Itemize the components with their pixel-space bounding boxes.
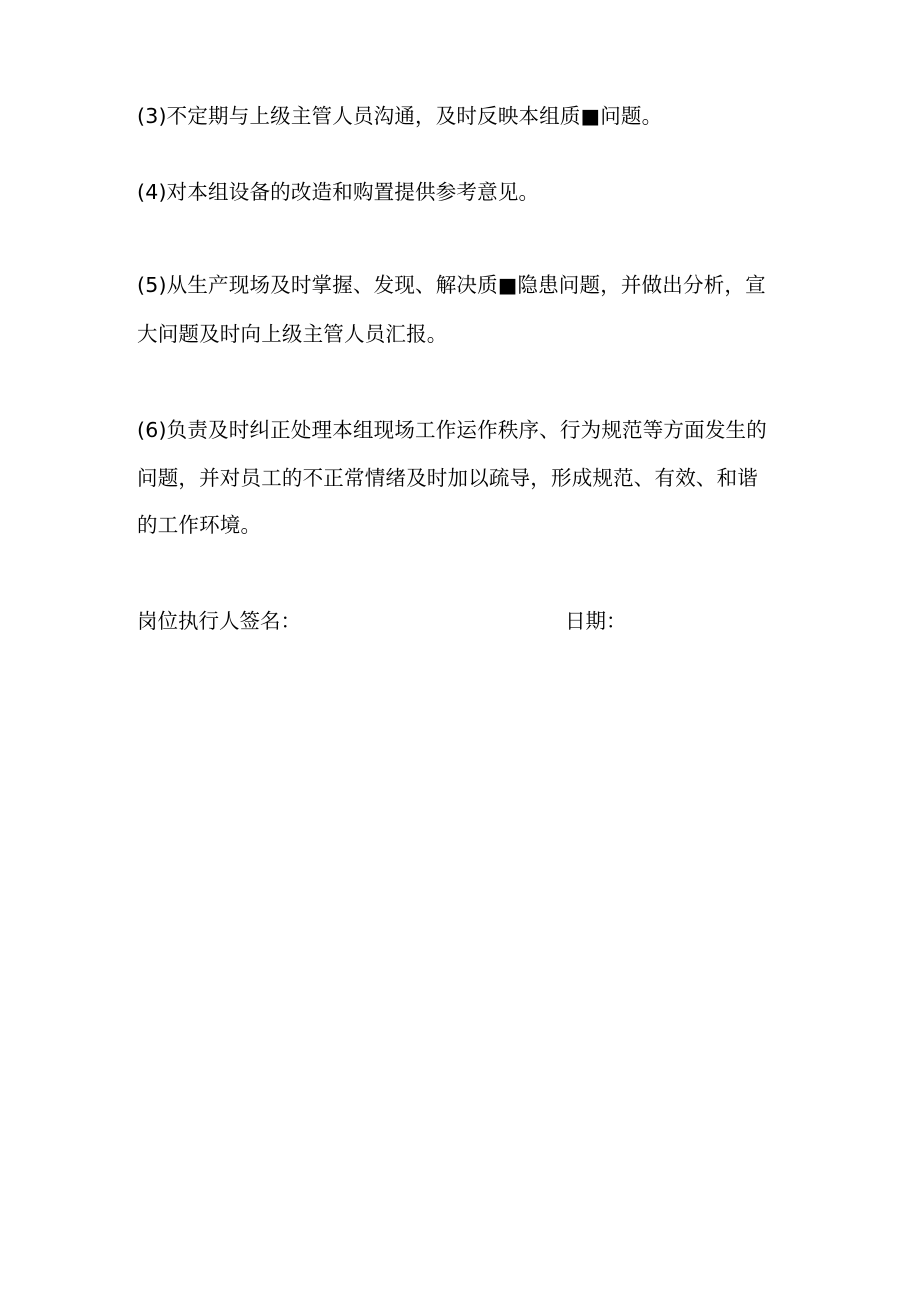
executor-signature-label: 岗位执行人签名：	[137, 609, 301, 633]
item-4-line-1: (4)对本组设备的改造和购置提供参考意见。	[137, 180, 540, 204]
item-6-line-2: 问题，并对员工的不正常情绪及时加以疏导，形成规范、有效、和谐	[137, 466, 758, 490]
item-3-line-1: (3)不定期与上级主管人员沟通，及时反映本组质■问题。	[137, 104, 663, 128]
date-label: 日期：	[565, 609, 627, 633]
item-5-line-1: (5)从生产现场及时掌握、发现、解决质■隐患问题，并做出分析，宣	[137, 273, 766, 297]
item-5-line-2: 大问题及时向上级主管人员汇报。	[137, 322, 448, 346]
item-6-line-3: 的工作环境。	[137, 513, 262, 537]
item-6-line-1: (6)负责及时纠正处理本组现场工作运作秩序、行为规范等方面发生的	[137, 418, 767, 442]
